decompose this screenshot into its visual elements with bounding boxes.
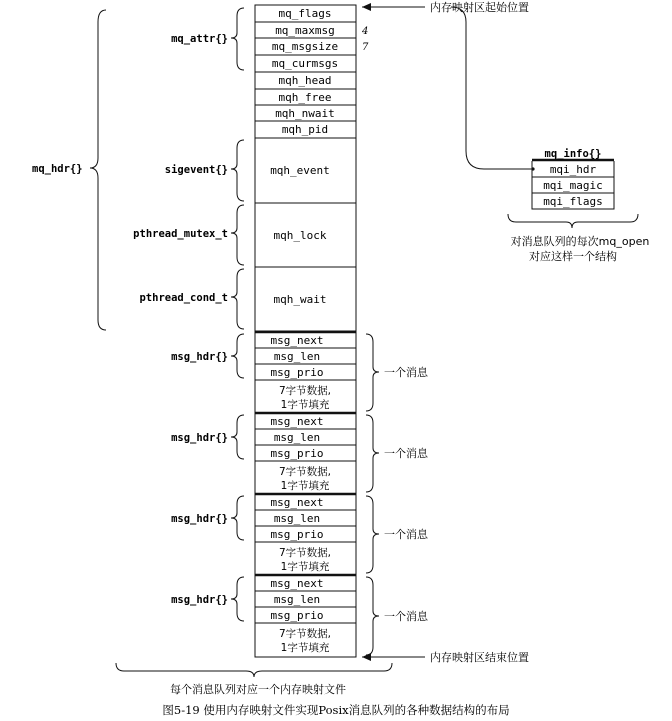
msg4-data-line1: 7字节数据, (278, 628, 332, 640)
figure-caption: 图5-19 使用内存映射文件实现Posix消息队列的各种数据结构的布局 (162, 703, 510, 717)
file-brace (116, 663, 392, 677)
right-braces (366, 334, 379, 655)
field-mqi-flags: mqi_flags (543, 195, 603, 208)
message-brace-2 (366, 415, 379, 492)
msg1-data-line2: 1字节填充 (280, 399, 330, 411)
msg2-len: msg_len (273, 431, 321, 444)
mq-attr-brace (231, 8, 244, 70)
mutex-brace (231, 205, 244, 265)
mq-hdr-brace (90, 10, 106, 330)
msg-hdr-brace-4 (231, 577, 244, 621)
message-brace-3 (366, 496, 379, 573)
msg1-data-line1: 7字节数据, (278, 385, 332, 397)
msg2-prio: msg_prio (270, 447, 324, 460)
field-mqh-event: mqh_event (270, 164, 330, 177)
field-mqh-head: mqh_head (278, 74, 332, 87)
cond-label: pthread_cond_t (139, 292, 228, 304)
field-mq-msgsize: mq_msgsize (271, 40, 339, 53)
msg3-data-line2: 1字节填充 (280, 561, 330, 573)
message-4-text (271, 577, 332, 654)
msg1-prio: msg_prio (270, 366, 324, 379)
mqi-hdr-pointer (451, 7, 532, 169)
msg3-len: msg_len (273, 512, 321, 525)
sigevent-brace (231, 140, 244, 201)
mmap-start-label: 内存映射区起始位置 (430, 1, 529, 14)
mq-info-note-line1: 对消息队列的每次mq_open (510, 235, 650, 248)
field-mq-flags: mq_flags (278, 7, 332, 20)
field-mqh-free: mqh_free (278, 91, 332, 104)
message-brace-1 (366, 334, 379, 411)
one-message-3: 一个消息 (384, 528, 428, 541)
msg2-data-line1: 7字节数据, (278, 466, 332, 478)
msg1-len: msg_len (273, 350, 321, 363)
msgsize-value: 7 (362, 42, 369, 53)
pointer-origin-dot (531, 167, 534, 170)
mmap-end-label: 内存映射区结束位置 (430, 651, 529, 664)
sigevent-label: sigevent{} (164, 164, 228, 176)
msg-hdr-brace-1 (231, 334, 244, 378)
msg-hdr-brace-2 (231, 415, 244, 459)
message-brace-4 (366, 577, 379, 655)
msg-hdr-label-4: msg_hdr{} (171, 594, 228, 606)
msg-hdr-label-3: msg_hdr{} (171, 513, 228, 525)
msg-hdr-label-2: msg_hdr{} (171, 432, 228, 444)
field-mqh-wait: mqh_wait (273, 293, 327, 306)
msg3-data-line1: 7字节数据, (278, 547, 332, 559)
field-mqh-lock: mqh_lock (273, 229, 327, 242)
cond-brace (231, 269, 244, 329)
mq-info-note-line2: 对应这样一个结构 (529, 250, 617, 263)
msg4-prio: msg_prio (270, 609, 324, 622)
mq-info-label: mq_info{} (544, 148, 602, 160)
file-note: 每个消息队列对应一个内存映射文件 (170, 683, 346, 696)
msg2-next: msg_next (270, 415, 324, 428)
msg4-len: msg_len (273, 593, 321, 606)
msg-hdr-label-1: msg_hdr{} (171, 351, 228, 363)
msg1-next: msg_next (270, 334, 324, 347)
message-1-text (271, 334, 332, 411)
msg3-prio: msg_prio (270, 528, 324, 541)
field-mqi-hdr: mqi_hdr (549, 163, 597, 176)
field-mq-curmsgs: mq_curmsgs (271, 57, 339, 70)
mq-info-brace (508, 214, 638, 228)
mutex-label: pthread_mutex_t (133, 228, 228, 240)
msg-hdr-brace-3 (231, 496, 244, 540)
msg2-data-line2: 1字节填充 (280, 480, 330, 492)
one-message-1: 一个消息 (384, 366, 428, 379)
mq-hdr-label: mq_hdr{} (32, 163, 83, 175)
field-mqh-pid: mqh_pid (281, 123, 329, 136)
left-braces (90, 8, 244, 621)
msg4-data-line2: 1字节填充 (280, 642, 330, 654)
field-mqi-magic: mqi_magic (543, 179, 603, 192)
message-2-text (271, 415, 332, 492)
one-message-4: 一个消息 (384, 610, 428, 623)
msg3-next: msg_next (270, 496, 324, 509)
mq-attr-label: mq_attr{} (171, 33, 228, 45)
field-mq-maxmsg: mq_maxmsg (275, 24, 335, 37)
maxmsg-value: 4 (362, 26, 369, 37)
msg4-next: msg_next (270, 577, 324, 590)
message-3-text (271, 496, 332, 573)
one-message-2: 一个消息 (384, 447, 428, 460)
field-mqh-nwait: mqh_nwait (275, 107, 335, 120)
